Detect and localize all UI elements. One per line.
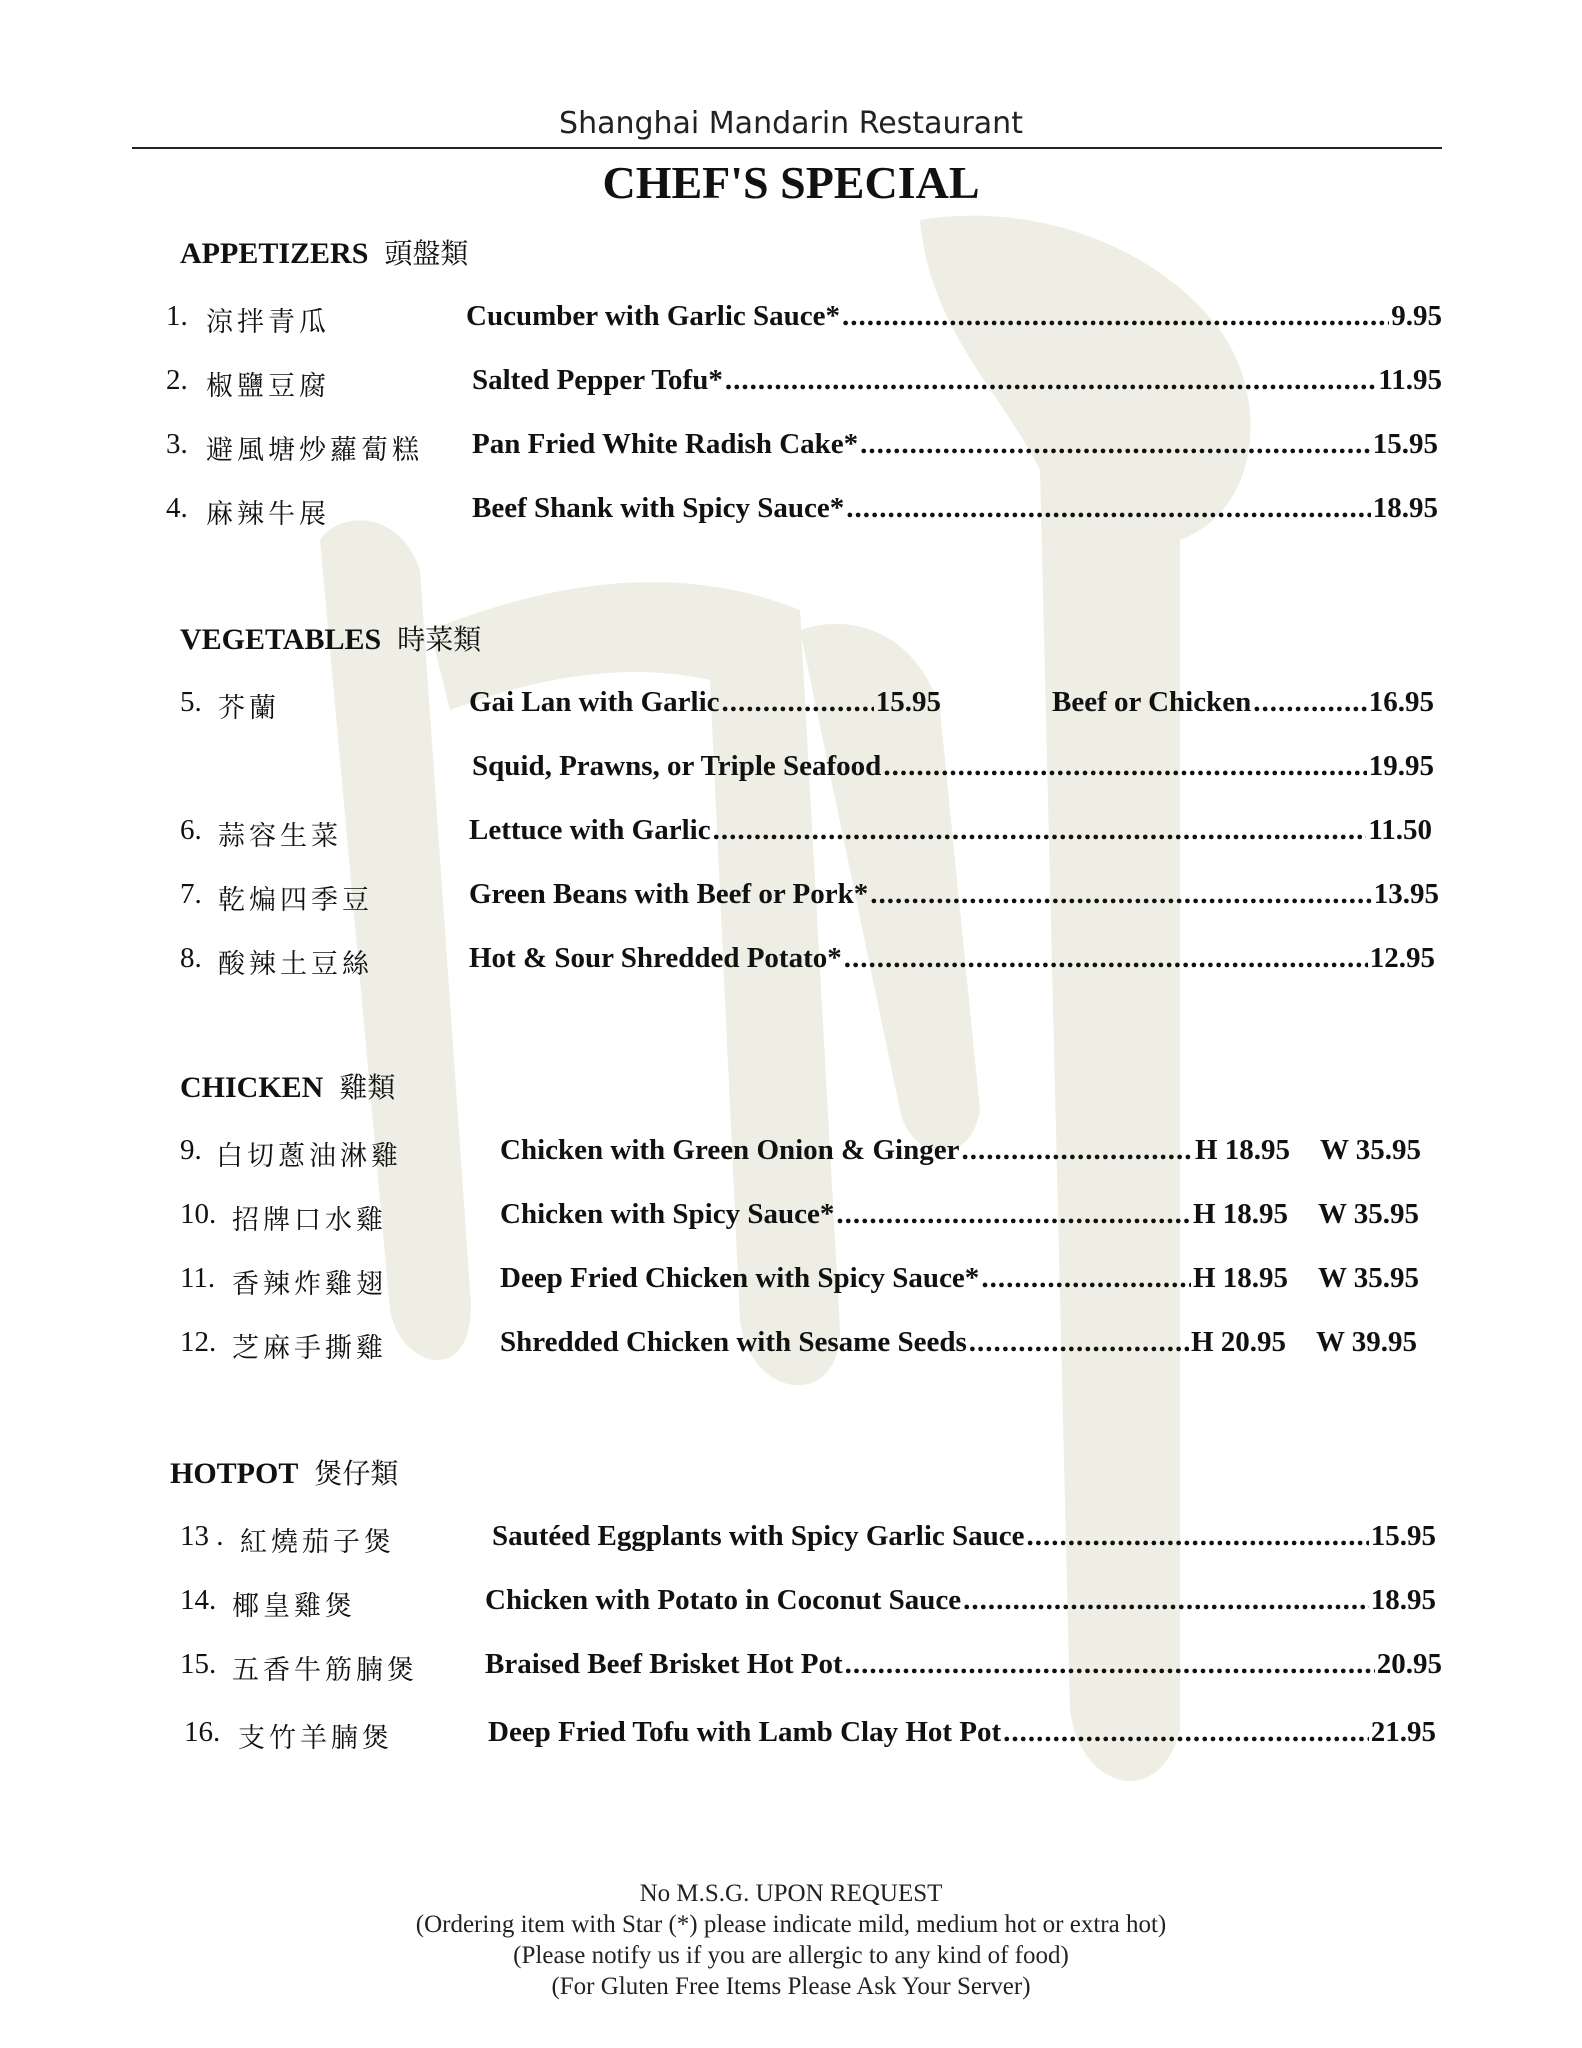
leader-dots (883, 750, 1366, 783)
item-name: Braised Beef Brisket Hot Pot (485, 1648, 843, 1680)
item-zh-name: 麻辣牛展 (206, 499, 330, 530)
item-zh-name: 紅燒茄子煲 (240, 1527, 395, 1558)
item-number: 4. (166, 492, 188, 524)
menu-item (0, 428, 1582, 468)
leader-dots (836, 1198, 1191, 1231)
item-zh-name: 五香牛筋腩煲 (232, 1655, 418, 1686)
section-title-zh: 煲仔類 (314, 1457, 399, 1490)
menu-item (0, 686, 1582, 726)
item-number: 6. (180, 814, 202, 846)
leader-dots (1003, 1716, 1369, 1749)
item-zh-name: 招牌口水雞 (232, 1205, 387, 1236)
item-number: 14. (180, 1584, 217, 1616)
item-price: 11.95 (1378, 364, 1442, 396)
menu-item (0, 814, 1582, 854)
section-title-zh: 頭盤類 (384, 237, 469, 270)
item-name: Deep Fried Chicken with Spicy Sauce* (500, 1262, 980, 1294)
item-price-whole: W 35.95 (1320, 1134, 1421, 1166)
item-number: 11. (180, 1262, 216, 1294)
item-number: 1. (166, 300, 188, 332)
leader-dots (961, 1134, 1192, 1167)
item-price: 15.95 (1372, 428, 1438, 460)
item-name: Lettuce with Garlic (469, 814, 711, 846)
menu-item (0, 1198, 1582, 1238)
menu-item-variant (0, 750, 1582, 790)
item-price: 13.95 (1373, 878, 1439, 910)
section-title-vegetables (180, 618, 481, 658)
footer-spice-note: (Ordering item with Star (*) please indicate mild, medium hot or extra hot) (415, 1911, 1167, 1938)
item-alt-name: Beef or Chicken (1052, 686, 1252, 718)
item-price-half: H 18.95 (1194, 1134, 1290, 1166)
menu-item (0, 1716, 1582, 1756)
item-zh-name: 支竹羊腩煲 (238, 1723, 393, 1754)
item-extra-price: 19.95 (1368, 750, 1434, 782)
leader-dots (969, 1326, 1189, 1359)
footer-msg-note: No M.S.G. UPON REQUEST (639, 1880, 943, 1907)
item-alt-price: 16.95 (1368, 686, 1434, 718)
item-price: 18.95 (1370, 1584, 1436, 1616)
item-number: 16. (184, 1716, 221, 1748)
item-zh-name: 芥蘭 (218, 693, 280, 724)
item-zh-name: 乾煸四季豆 (218, 885, 373, 916)
leader-dots (963, 1584, 1369, 1617)
header-divider (132, 147, 1442, 149)
item-price-half: H 18.95 (1192, 1262, 1288, 1294)
section-title-zh: 時菜類 (397, 623, 482, 656)
item-name: Hot & Sour Shredded Potato* (469, 942, 842, 974)
leader-dots (1253, 686, 1367, 719)
item-name: Beef Shank with Spicy Sauce* (472, 492, 845, 524)
item-price-half: H 20.95 (1190, 1326, 1286, 1358)
item-number: 5. (180, 686, 202, 718)
item-number: 8. (180, 942, 202, 974)
item-name: Cucumber with Garlic Sauce* (466, 300, 841, 332)
item-zh-name: 蒜容生菜 (218, 821, 342, 852)
leader-dots (842, 300, 1389, 333)
menu-item (0, 942, 1582, 982)
menu-item (0, 300, 1582, 340)
section-title-hotpot (170, 1452, 398, 1492)
item-number: 9. (180, 1134, 202, 1166)
footer-gluten-note: (For Gluten Free Items Please Ask Your Server) (551, 1973, 1031, 2000)
item-name: Green Beans with Beef or Pork* (469, 878, 869, 910)
leader-dots (981, 1262, 1191, 1295)
item-price: 15.95 (875, 686, 941, 718)
item-price: 11.50 (1368, 814, 1432, 846)
item-price: 9.95 (1391, 300, 1442, 332)
item-name: Chicken with Potato in Coconut Sauce (485, 1584, 962, 1616)
footer-allergy-note: (Please notify us if you are allergic to any kind of food) (513, 1942, 1069, 1969)
item-zh-name: 椰皇雞煲 (232, 1591, 356, 1622)
leader-dots (725, 364, 1376, 397)
leader-dots (870, 878, 1372, 911)
item-number: 7. (180, 878, 202, 910)
leader-dots (844, 942, 1368, 975)
item-name: Chicken with Green Onion & Ginger (500, 1134, 960, 1166)
item-zh-name: 涼拌青瓜 (206, 307, 330, 338)
section-title-text: CHICKEN (180, 1071, 324, 1104)
item-name: Pan Fried White Radish Cake* (472, 428, 859, 460)
menu-item (0, 1134, 1582, 1174)
item-number: 3. (166, 428, 188, 460)
menu-item (0, 1520, 1582, 1560)
item-zh-name: 椒鹽豆腐 (206, 371, 330, 402)
item-price: 21.95 (1370, 1716, 1436, 1748)
section-title-text: HOTPOT (170, 1457, 299, 1490)
item-price-whole: W 35.95 (1318, 1262, 1419, 1294)
item-price: 15.95 (1370, 1520, 1436, 1552)
item-number: 15. (180, 1648, 217, 1680)
menu-item (0, 1326, 1582, 1366)
menu-item (0, 1584, 1582, 1624)
item-name: Chicken with Spicy Sauce* (500, 1198, 835, 1230)
item-price: 20.95 (1376, 1648, 1442, 1680)
menu-item (0, 492, 1582, 532)
item-number: 12. (180, 1326, 217, 1358)
restaurant-name: Shanghai Mandarin Restaurant (559, 106, 1023, 141)
footer-notes (0, 1878, 1582, 2002)
item-price-whole: W 39.95 (1316, 1326, 1417, 1358)
section-title-text: APPETIZERS (180, 237, 369, 270)
leader-dots (846, 492, 1371, 525)
section-title-text: VEGETABLES (180, 623, 382, 656)
leader-dots (713, 814, 1367, 847)
item-number: 10. (180, 1198, 217, 1230)
item-price-half: H 18.95 (1192, 1198, 1288, 1230)
item-name: Salted Pepper Tofu* (472, 364, 723, 396)
item-zh-name: 避風塘炒蘿蔔糕 (206, 435, 423, 466)
menu-item (0, 364, 1582, 404)
leader-dots (860, 428, 1371, 461)
menu-item (0, 878, 1582, 918)
item-name: Gai Lan with Garlic (469, 686, 720, 718)
item-name: Deep Fried Tofu with Lamb Clay Hot Pot (488, 1716, 1002, 1748)
item-name: Shredded Chicken with Sesame Seeds (500, 1326, 967, 1358)
section-title-appetizers (180, 232, 468, 272)
item-zh-name: 香辣炸雞翅 (232, 1269, 387, 1300)
section-title-chicken (180, 1066, 395, 1106)
item-price: 18.95 (1372, 492, 1438, 524)
item-name: Sautéed Eggplants with Spicy Garlic Sauce (492, 1520, 1025, 1552)
item-zh-name: 芝麻手撕雞 (232, 1333, 387, 1364)
leader-dots (722, 686, 874, 719)
menu-title: CHEF'S SPECIAL (602, 157, 980, 208)
item-number: 2. (166, 364, 188, 396)
item-price-whole: W 35.95 (1318, 1198, 1419, 1230)
item-number: 13 . (180, 1520, 224, 1552)
section-title-zh: 雞類 (339, 1071, 396, 1104)
item-zh-name: 白切蔥油淋雞 (216, 1141, 402, 1172)
menu-item (0, 1648, 1582, 1688)
leader-dots (1027, 1520, 1369, 1553)
item-zh-name: 酸辣土豆絲 (218, 949, 373, 980)
menu-item (0, 1262, 1582, 1302)
item-price: 12.95 (1369, 942, 1435, 974)
item-extra-name: Squid, Prawns, or Triple Seafood (472, 750, 882, 782)
leader-dots (845, 1648, 1375, 1681)
